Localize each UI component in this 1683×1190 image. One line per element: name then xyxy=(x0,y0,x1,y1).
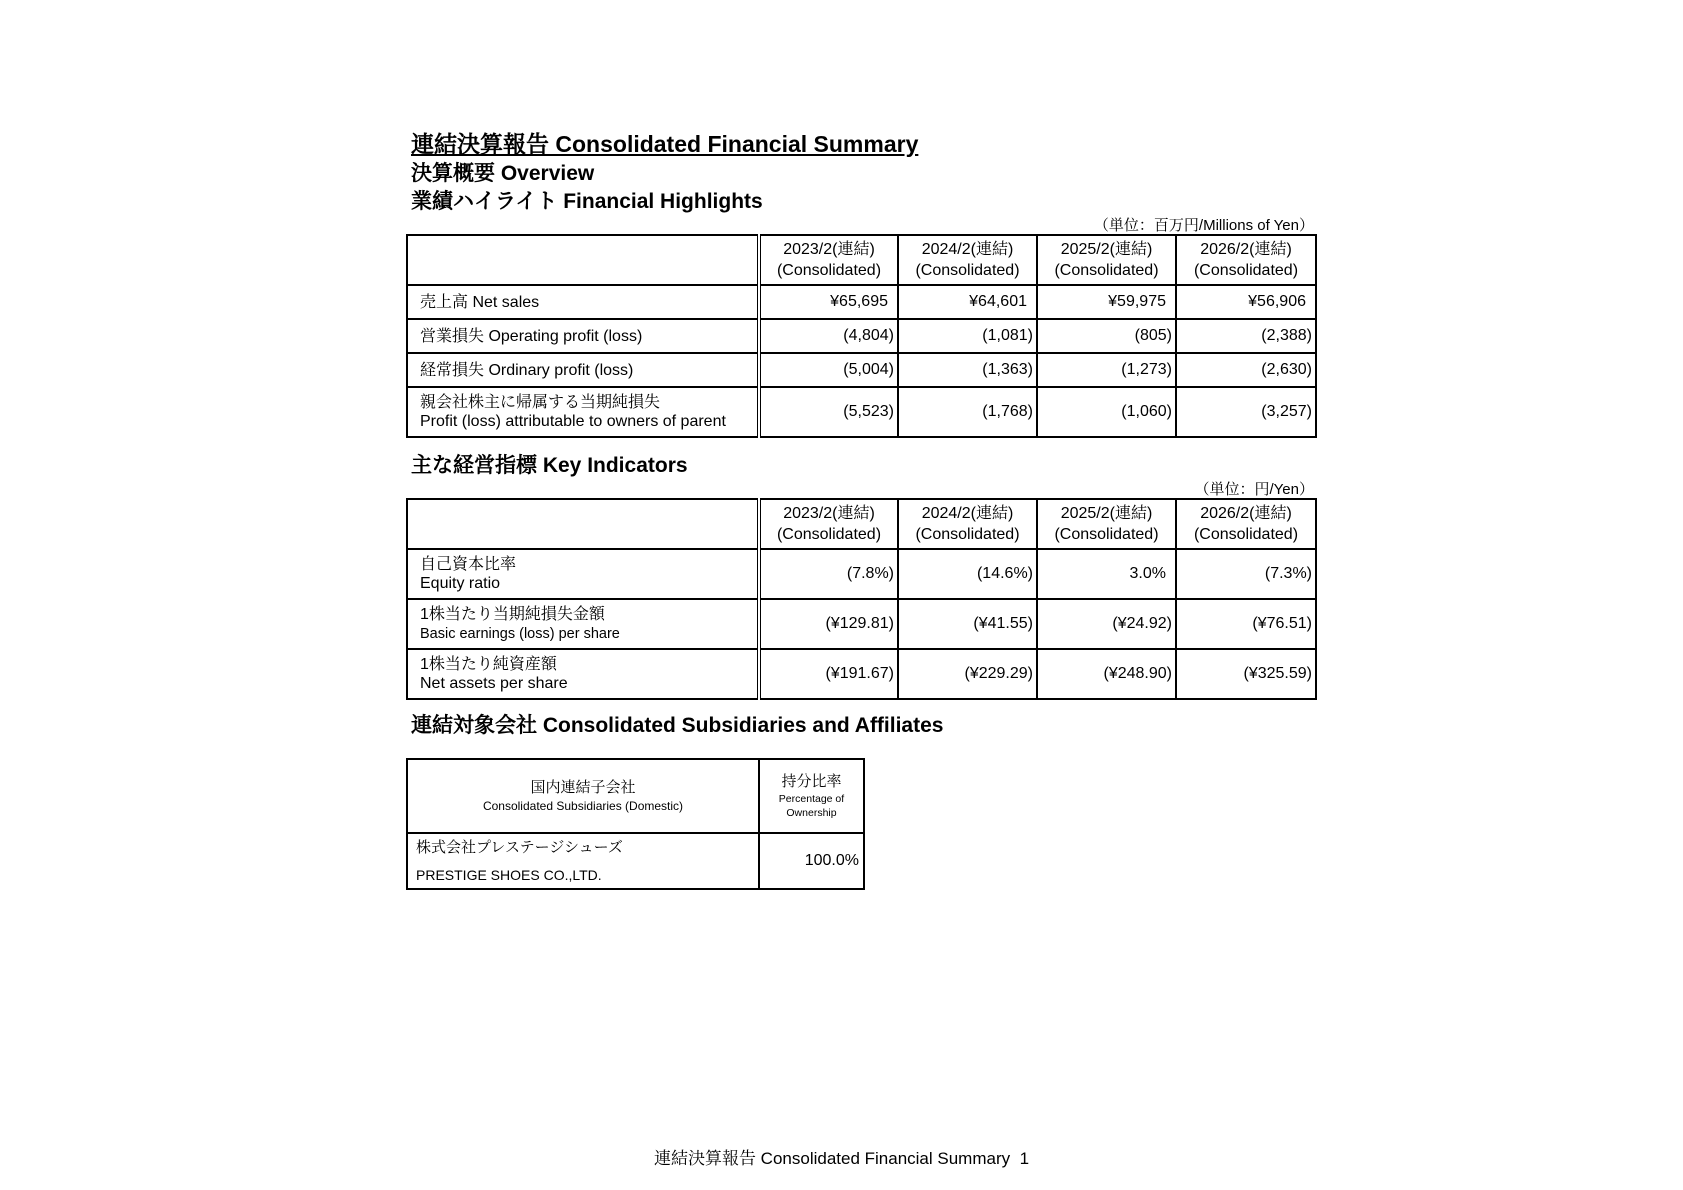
financial-highlights-heading: 業績ハイライト Financial Highlights xyxy=(411,190,763,213)
column-header: 2023/2(連結) (Consolidated) xyxy=(759,499,898,549)
key-indicators-heading: 主な経営指標 Key Indicators xyxy=(411,454,688,477)
value-cell: 3.0% xyxy=(1037,549,1176,599)
row-label-jp: 1株当たり純資産額 xyxy=(420,656,557,673)
value-cell: (1,060) xyxy=(1037,387,1176,437)
value-cell: (3,257) xyxy=(1176,387,1316,437)
value-cell: (¥129.81) xyxy=(759,599,898,649)
value-cell: (¥229.29) xyxy=(898,649,1037,699)
financial-highlights-table xyxy=(406,234,1317,438)
table-header-row xyxy=(407,499,1316,549)
table-row xyxy=(407,599,1316,649)
value-cell: (¥248.90) xyxy=(1037,649,1176,699)
value-cell: ¥65,695 xyxy=(759,285,898,319)
value-cell: (1,273) xyxy=(1037,353,1176,387)
table-row xyxy=(407,833,864,889)
row-label-jp: 親会社株主に帰属する当期純損失 xyxy=(420,394,661,411)
value-cell: (4,804) xyxy=(759,319,898,353)
value-cell: (¥325.59) xyxy=(1176,649,1316,699)
column-header: 2026/2(連結) (Consolidated) xyxy=(1176,235,1316,285)
column-header: 2025/2(連結) (Consolidated) xyxy=(1037,499,1176,549)
indicators-unit-label: （単位：円/Yen） xyxy=(1194,481,1314,498)
subsidiaries-table xyxy=(406,758,865,890)
value-cell: (5,523) xyxy=(759,387,898,437)
header-blank-cell xyxy=(407,499,759,549)
row-label xyxy=(407,387,759,437)
page-footer xyxy=(0,1144,1683,1169)
value-cell: (¥24.92) xyxy=(1037,599,1176,649)
column-header: 2024/2(連結) (Consolidated) xyxy=(898,499,1037,549)
ownership-column-header: 持分比率 Percentage of Ownership xyxy=(759,759,864,833)
row-label: 経常損失 Ordinary profit (loss) xyxy=(407,353,759,387)
value-cell: (¥191.67) xyxy=(759,649,898,699)
row-label-jp: 自己資本比率 xyxy=(420,556,517,573)
footer-title: 連結決算報告 Consolidated Financial Summary xyxy=(653,1149,1011,1168)
table-row xyxy=(407,285,1316,319)
row-label-en: Equity ratio xyxy=(420,575,501,592)
column-header: 2024/2(連結) (Consolidated) xyxy=(898,235,1037,285)
page-number: 1 xyxy=(1019,1149,1030,1168)
table-header-row xyxy=(407,235,1316,285)
value-cell: (1,768) xyxy=(898,387,1037,437)
value-cell: (1,081) xyxy=(898,319,1037,353)
value-cell: ¥59,975 xyxy=(1037,285,1176,319)
row-label xyxy=(407,599,759,649)
row-label: 売上高 Net sales xyxy=(407,285,759,319)
value-cell: (2,630) xyxy=(1176,353,1316,387)
table-row xyxy=(407,387,1316,437)
row-label xyxy=(407,549,759,599)
row-label-en: Basic earnings (loss) per share xyxy=(420,625,620,642)
column-header: 2023/2(連結) (Consolidated) xyxy=(759,235,898,285)
ownership-value: 100.0% xyxy=(759,833,864,889)
column-header: 2026/2(連結) (Consolidated) xyxy=(1176,499,1316,549)
company-name-jp: 株式会社プレステージシューズ xyxy=(416,839,623,856)
table-row xyxy=(407,319,1316,353)
value-cell: (¥76.51) xyxy=(1176,599,1316,649)
value-cell: (¥41.55) xyxy=(898,599,1037,649)
value-cell: (7.3%) xyxy=(1176,549,1316,599)
value-cell: (7.8%) xyxy=(759,549,898,599)
subsidiary-column-header: 国内連結子会社 Consolidated Subsidiaries (Domestic) xyxy=(407,759,759,833)
highlights-unit-label: （単位：百万円/Millions of Yen） xyxy=(1093,217,1314,234)
overview-heading: 決算概要 Overview xyxy=(411,162,595,185)
value-cell: (5,004) xyxy=(759,353,898,387)
value-cell: (1,363) xyxy=(898,353,1037,387)
header-blank-cell xyxy=(407,235,759,285)
value-cell: (14.6%) xyxy=(898,549,1037,599)
table-row xyxy=(407,353,1316,387)
table-header-row xyxy=(407,759,864,833)
table-row xyxy=(407,549,1316,599)
row-label-en: Profit (loss) attributable to owners of parent xyxy=(420,413,726,430)
row-label: 営業損失 Operating profit (loss) xyxy=(407,319,759,353)
row-label xyxy=(407,649,759,699)
report-title: 連結決算報告 Consolidated Financial Summary xyxy=(411,131,919,157)
row-label-en: Net assets per share xyxy=(420,675,568,692)
value-cell: ¥56,906 xyxy=(1176,285,1316,319)
value-cell: (2,388) xyxy=(1176,319,1316,353)
column-header: 2025/2(連結) (Consolidated) xyxy=(1037,235,1176,285)
value-cell: ¥64,601 xyxy=(898,285,1037,319)
value-cell: (805) xyxy=(1037,319,1176,353)
row-label-jp: 1株当たり当期純損失金額 xyxy=(420,605,605,623)
key-indicators-table xyxy=(406,498,1317,700)
company-name-en: PRESTIGE SHOES CO.,LTD. xyxy=(416,867,602,883)
subsidiaries-heading: 連結対象会社 Consolidated Subsidiaries and Affiliates xyxy=(411,714,944,737)
company-name-cell xyxy=(407,833,759,889)
table-row xyxy=(407,649,1316,699)
